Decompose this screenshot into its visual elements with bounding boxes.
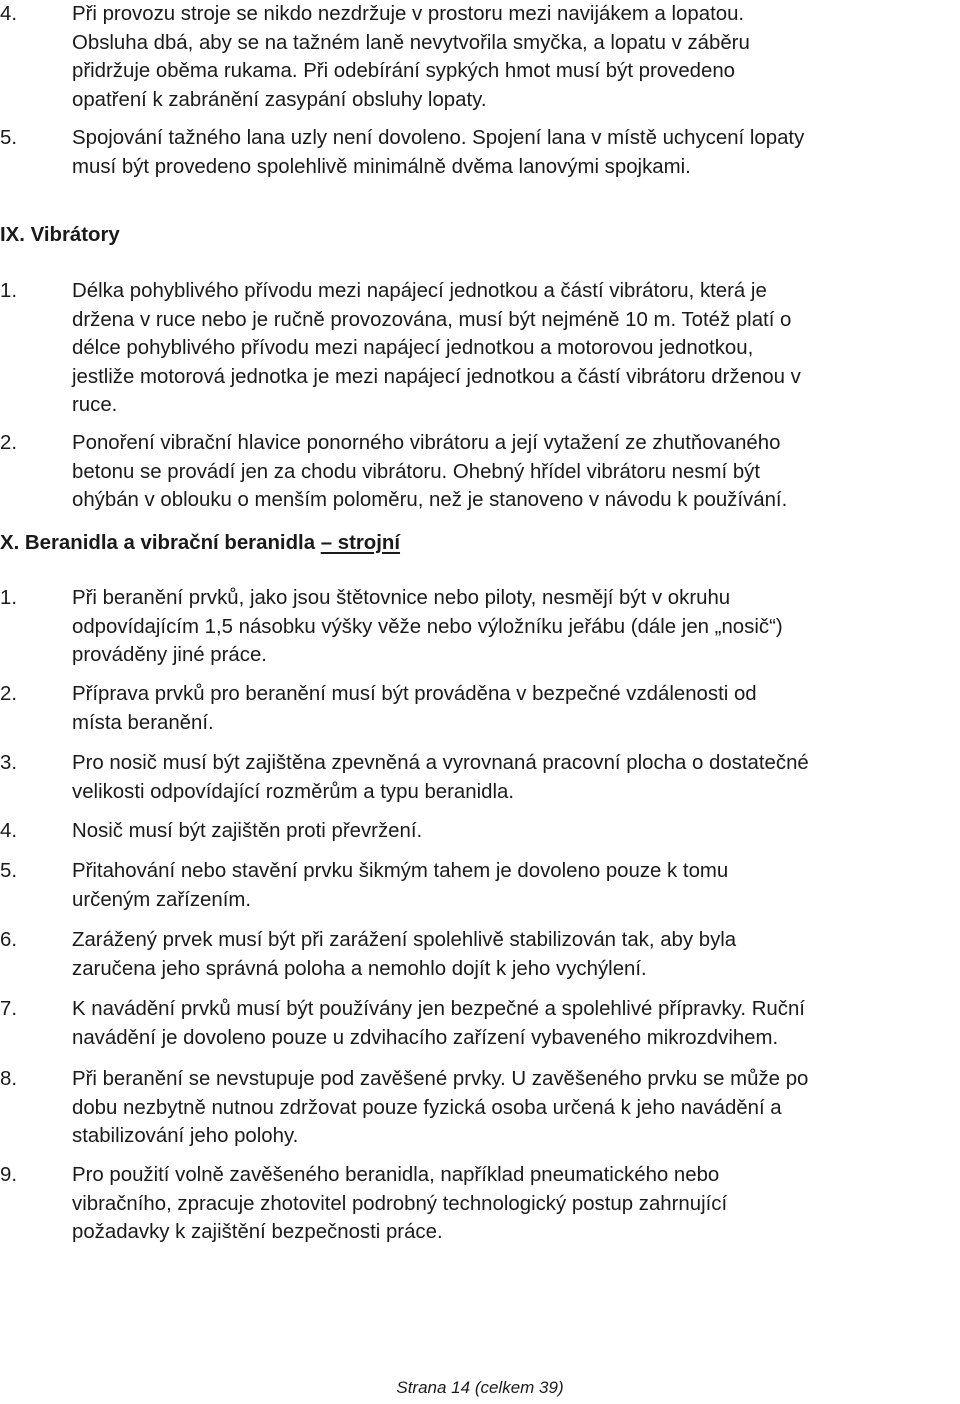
list-item	[0, 584, 960, 670]
item-number: 5.	[0, 860, 18, 882]
list-item	[0, 124, 960, 181]
item-line: Pro použití volně zavěšeného beranidla, například pneumatického nebo	[72, 1164, 720, 1186]
list-item	[0, 0, 960, 114]
item-line: betonu se provádí jen za chodu vibrátoru. Ohebný hřídel vibrátoru nesmí být	[72, 460, 761, 483]
item-line: ohýbán v oblouku o menším poloměru, než je stanoveno v návodu k používání.	[72, 489, 788, 511]
item-line: dobu nezbytně nutnou zdržovat pouze fyzická osoba určená k jeho navádění a	[72, 1096, 782, 1119]
item-line: Spojování tažného lana uzly není dovoleno. Spojení lana v místě uchycení lopaty	[72, 127, 805, 149]
list-item	[0, 817, 960, 846]
list-item	[0, 680, 960, 737]
item-number: 1.	[0, 280, 18, 302]
item-line: přidržuje oběma rukama. Při odebírání sypkých hmot musí být provedeno	[72, 60, 736, 82]
item-line: Při beranění se nevstupuje pod zavěšené prvky. U zavěšeného prvku se může po	[72, 1068, 809, 1090]
item-line: délce pohyblivého přívodu mezi napájecí jednotkou a motorovou jednotkou,	[72, 337, 754, 359]
list-item	[0, 749, 960, 806]
item-line: požadavky k zajištění bezpečnosti práce.	[72, 1221, 443, 1243]
item-line: místa beranění.	[72, 711, 214, 734]
item-line: velikosti odpovídající rozměrům a typu beranidla.	[72, 780, 515, 803]
item-line: Příprava prvků pro beranění musí být prováděna v bezpečné vzdálenosti od	[72, 683, 757, 705]
item-line: prováděny jiné práce.	[72, 644, 267, 666]
page-footer: Strana 14 (celkem 39)	[396, 1378, 564, 1397]
list-item	[0, 1161, 960, 1247]
item-number: 1.	[0, 587, 18, 609]
item-number: 3.	[0, 752, 18, 774]
item-line: K navádění prvků musí být používány jen bezpečné a spolehlivé přípravky. Ruční	[72, 998, 805, 1020]
item-line: Pro nosič musí být zajištěna zpevněná a vyrovnaná pracovní plocha o dostatečné	[72, 752, 809, 774]
section-heading-x	[0, 529, 400, 557]
item-number: 2.	[0, 683, 18, 705]
section-heading-ix: IX. Vibrátory	[0, 224, 120, 246]
item-number: 5.	[0, 127, 18, 149]
item-line: stabilizování jeho polohy.	[72, 1125, 299, 1147]
list-item	[0, 277, 960, 420]
item-line: Délka pohyblivého přívodu mezi napájecí jednotkou a částí vibrátoru, která je	[72, 280, 767, 302]
item-line: Přitahování nebo stavění prvku šikmým tahem je dovoleno pouze k tomu	[72, 860, 729, 882]
item-line: navádění je dovoleno pouze u zdvihacího zařízení vybaveného mikrozdvihem.	[72, 1026, 779, 1049]
item-line: určeným zařízením.	[72, 888, 252, 911]
list-item	[0, 926, 960, 983]
item-number: 9.	[0, 1164, 18, 1186]
item-number: 8.	[0, 1068, 18, 1090]
item-line: jestliže motorová jednotka je mezi napájecí jednotkou a částí vibrátoru drženou v	[72, 365, 801, 388]
item-line: Zarážený prvek musí být při zarážení spolehlivě stabilizován tak, aby byla	[72, 929, 737, 951]
item-line: ruce.	[72, 394, 118, 416]
item-number: 4.	[0, 820, 18, 842]
item-line: odpovídajícím 1,5 násobku výšky věže nebo výložníku jeřábu (dále jen „nosič“)	[72, 615, 783, 638]
item-number: 6.	[0, 929, 18, 951]
item-number: 2.	[0, 432, 18, 454]
item-line: musí být provedeno spolehlivě minimálně dvěma lanovými spojkami.	[72, 155, 691, 178]
list-item	[0, 429, 960, 515]
item-line: Při beranění prvků, jako jsou štětovnice nebo piloty, nesmějí být v okruhu	[72, 587, 731, 609]
list-item	[0, 1065, 960, 1151]
item-line: Při provozu stroje se nikdo nezdržuje v prostoru mezi navijákem a lopatou.	[72, 3, 745, 25]
item-line: vibračního, zpracuje zhotovitel podrobný technologický postup zahrnující	[72, 1192, 728, 1215]
item-line: Nosič musí být zajištěn proti převržení.	[72, 820, 423, 842]
list-item	[0, 995, 960, 1052]
section-heading-x-underlined: – strojní	[320, 532, 401, 554]
item-line: opatření k zabránění zasypání obsluhy lopaty.	[72, 88, 487, 111]
item-number: 4.	[0, 3, 18, 25]
item-line: držena v ruce nebo je ručně provozována, musí být nejméně 10 m. Totéž platí o	[72, 308, 792, 331]
item-number: 7.	[0, 998, 18, 1020]
item-line: zaručena jeho správná poloha a nemohlo dojít k jeho vychýlení.	[72, 957, 647, 980]
item-line: Ponoření vibrační hlavice ponorného vibrátoru a její vytažení ze zhutňovaného	[72, 432, 781, 454]
list-item	[0, 857, 960, 914]
section-heading-x-main: X. Beranidla a vibrační beranidla	[0, 532, 321, 554]
item-line: Obsluha dbá, aby se na tažném laně nevytvořila smyčka, a lopatu v záběru	[72, 31, 750, 54]
